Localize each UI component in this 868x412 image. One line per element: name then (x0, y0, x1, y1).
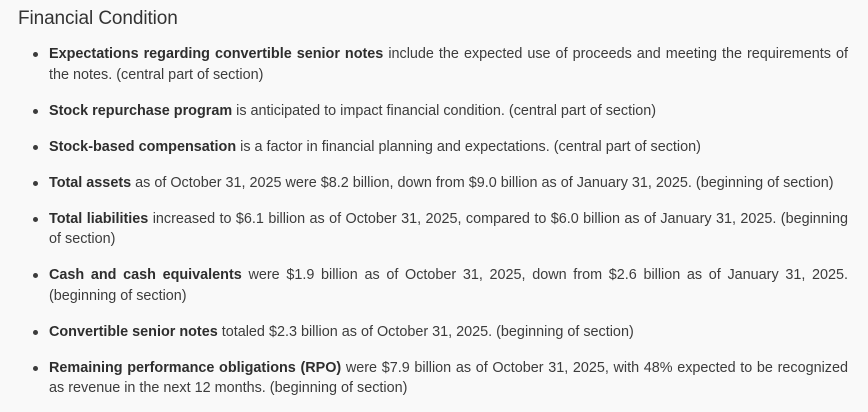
list-item (18, 137, 848, 158)
bullet-list (18, 44, 848, 399)
item-text: were $7.9 billion as of October 31, 2025, with 48% expected to be recognized as revenue in the next 12 months. (beginning of section) (49, 359, 848, 396)
section-title: Financial Condition (18, 8, 178, 29)
bullet-dot-icon (33, 217, 38, 222)
item-text: increased to $6.1 billion as of October 31, 2025, compared to $6.0 billion as of January 31, 2025. (beginning of section) (49, 210, 848, 247)
bullet-dot-icon (33, 52, 38, 57)
bullet-dot-icon (33, 330, 38, 335)
item-text: is a factor in financial planning and expectations. (central part of section) (236, 138, 701, 155)
item-lead: Stock-based compensation (49, 138, 237, 155)
item-lead: Total assets (49, 174, 132, 191)
item-lead: Expectations regarding convertible senior notes (49, 46, 384, 62)
list-item (18, 322, 848, 343)
item-lead: Total liabilities (49, 210, 149, 227)
list-item (18, 101, 848, 122)
item-lead: Stock repurchase program (49, 102, 233, 119)
bullet-dot-icon (33, 273, 38, 278)
item-lead: Convertible senior notes (49, 323, 218, 340)
list-item (18, 44, 848, 85)
bullet-dot-icon (33, 181, 38, 186)
list-item (18, 209, 848, 250)
list-item (18, 265, 848, 306)
list-item (18, 358, 848, 399)
item-text: totaled $2.3 billion as of October 31, 2025. (beginning of section) (217, 323, 634, 340)
item-text: include the expected use of proceeds and meeting the requirements of the notes. (central part of section) (49, 46, 848, 83)
item-text: were $1.9 billion as of October 31, 2025, down from $2.6 billion as of January 31, 2025. (beginning of section) (49, 267, 849, 304)
item-lead: Cash and cash equivalents (49, 267, 242, 283)
bullet-dot-icon (33, 145, 38, 150)
bullet-dot-icon (33, 109, 38, 114)
bullet-dot-icon (33, 366, 38, 371)
item-lead: Remaining performance obligations (RPO) (49, 359, 342, 376)
item-text: is anticipated to impact financial condition. (central part of section) (232, 102, 657, 119)
item-text: as of October 31, 2025 were $8.2 billion, down from $9.0 billion as of January 31, 2025. (beginning of section) (131, 174, 834, 191)
list-item (18, 173, 848, 194)
